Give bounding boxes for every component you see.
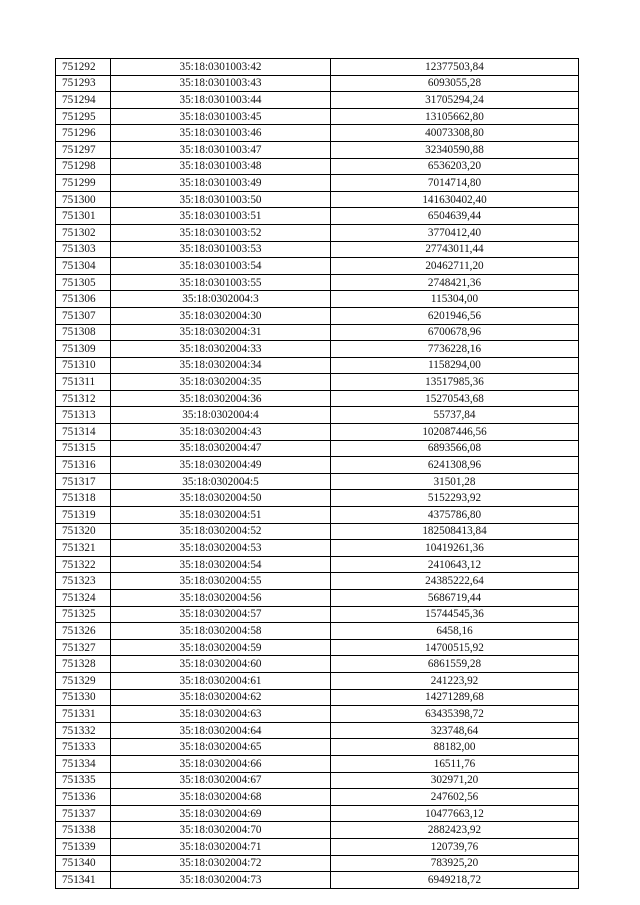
table-row <box>56 606 579 623</box>
row-number-cell: 751299 <box>56 175 111 192</box>
table-row <box>56 556 579 573</box>
row-number-cell: 751311 <box>56 374 111 391</box>
cadastral-number-cell: 35:18:0301003:46 <box>111 125 331 142</box>
cadastral-value-table <box>55 58 579 889</box>
cadastral-number-cell: 35:18:0302004:5 <box>111 473 331 490</box>
row-number-cell: 751321 <box>56 540 111 557</box>
cadastral-value-cell: 182508413,84 <box>331 523 579 540</box>
cadastral-value-cell: 13105662,80 <box>331 108 579 125</box>
cadastral-number-cell: 35:18:0302004:73 <box>111 872 331 889</box>
table-row <box>56 274 579 291</box>
cadastral-number-cell: 35:18:0302004:61 <box>111 672 331 689</box>
cadastral-number-cell: 35:18:0301003:44 <box>111 92 331 109</box>
cadastral-number-cell: 35:18:0302004:58 <box>111 623 331 640</box>
cadastral-value-cell: 5686719,44 <box>331 590 579 607</box>
row-number-cell: 751327 <box>56 639 111 656</box>
cadastral-value-cell: 20462711,20 <box>331 258 579 275</box>
table-row <box>56 141 579 158</box>
row-number-cell: 751292 <box>56 59 111 76</box>
row-number-cell: 751324 <box>56 590 111 607</box>
cadastral-number-cell: 35:18:0302004:63 <box>111 706 331 723</box>
cadastral-value-cell: 7736228,16 <box>331 341 579 358</box>
row-number-cell: 751322 <box>56 556 111 573</box>
table-body <box>56 59 579 889</box>
cadastral-value-cell: 102087446,56 <box>331 424 579 441</box>
cadastral-number-cell: 35:18:0302004:3 <box>111 291 331 308</box>
cadastral-number-cell: 35:18:0302004:67 <box>111 772 331 789</box>
row-number-cell: 751335 <box>56 772 111 789</box>
row-number-cell: 751319 <box>56 507 111 524</box>
row-number-cell: 751336 <box>56 789 111 806</box>
row-number-cell: 751318 <box>56 490 111 507</box>
cadastral-value-cell: 2882423,92 <box>331 822 579 839</box>
cadastral-number-cell: 35:18:0302004:60 <box>111 656 331 673</box>
cadastral-number-cell: 35:18:0302004:4 <box>111 407 331 424</box>
table-row <box>56 573 579 590</box>
row-number-cell: 751325 <box>56 606 111 623</box>
table-row <box>56 224 579 241</box>
table-row <box>56 440 579 457</box>
cadastral-number-cell: 35:18:0302004:59 <box>111 639 331 656</box>
table-row <box>56 739 579 756</box>
cadastral-value-cell: 120739,76 <box>331 838 579 855</box>
cadastral-value-cell: 302971,20 <box>331 772 579 789</box>
cadastral-number-cell: 35:18:0301003:49 <box>111 175 331 192</box>
row-number-cell: 751332 <box>56 722 111 739</box>
cadastral-value-cell: 6949218,72 <box>331 872 579 889</box>
row-number-cell: 751303 <box>56 241 111 258</box>
cadastral-value-cell: 27743011,44 <box>331 241 579 258</box>
row-number-cell: 751338 <box>56 822 111 839</box>
row-number-cell: 751315 <box>56 440 111 457</box>
row-number-cell: 751307 <box>56 307 111 324</box>
cadastral-value-cell: 55737,84 <box>331 407 579 424</box>
row-number-cell: 751317 <box>56 473 111 490</box>
table-row <box>56 507 579 524</box>
table-row <box>56 838 579 855</box>
table-row <box>56 374 579 391</box>
cadastral-value-cell: 247602,56 <box>331 789 579 806</box>
cadastral-number-cell: 35:18:0301003:43 <box>111 75 331 92</box>
table-row <box>56 789 579 806</box>
row-number-cell: 751334 <box>56 755 111 772</box>
cadastral-value-cell: 40073308,80 <box>331 125 579 142</box>
table-row <box>56 540 579 557</box>
table-row <box>56 689 579 706</box>
cadastral-value-cell: 15270543,68 <box>331 390 579 407</box>
table-row <box>56 706 579 723</box>
table-row <box>56 490 579 507</box>
cadastral-value-cell: 14700515,92 <box>331 639 579 656</box>
row-number-cell: 751304 <box>56 258 111 275</box>
row-number-cell: 751339 <box>56 838 111 855</box>
cadastral-value-cell: 15744545,36 <box>331 606 579 623</box>
table-row <box>56 59 579 76</box>
cadastral-value-cell: 31501,28 <box>331 473 579 490</box>
table-row <box>56 357 579 374</box>
cadastral-number-cell: 35:18:0301003:45 <box>111 108 331 125</box>
table-row <box>56 623 579 640</box>
table-row <box>56 291 579 308</box>
cadastral-number-cell: 35:18:0302004:33 <box>111 341 331 358</box>
cadastral-value-cell: 115304,00 <box>331 291 579 308</box>
cadastral-value-cell: 6700678,96 <box>331 324 579 341</box>
table-row <box>56 75 579 92</box>
table-row <box>56 805 579 822</box>
cadastral-number-cell: 35:18:0301003:55 <box>111 274 331 291</box>
cadastral-value-cell: 16511,76 <box>331 755 579 772</box>
table-row <box>56 175 579 192</box>
cadastral-number-cell: 35:18:0301003:53 <box>111 241 331 258</box>
cadastral-number-cell: 35:18:0302004:31 <box>111 324 331 341</box>
table-row <box>56 125 579 142</box>
cadastral-value-cell: 6241308,96 <box>331 457 579 474</box>
table-row <box>56 473 579 490</box>
table-row <box>56 457 579 474</box>
cadastral-value-cell: 6893566,08 <box>331 440 579 457</box>
cadastral-number-cell: 35:18:0302004:35 <box>111 374 331 391</box>
cadastral-value-cell: 1158294,00 <box>331 357 579 374</box>
cadastral-number-cell: 35:18:0302004:66 <box>111 755 331 772</box>
table-row <box>56 523 579 540</box>
table-row <box>56 241 579 258</box>
table-row <box>56 855 579 872</box>
cadastral-value-cell: 2748421,36 <box>331 274 579 291</box>
cadastral-number-cell: 35:18:0302004:64 <box>111 722 331 739</box>
cadastral-value-cell: 10419261,36 <box>331 540 579 557</box>
cadastral-value-cell: 6861559,28 <box>331 656 579 673</box>
row-number-cell: 751295 <box>56 108 111 125</box>
table-row <box>56 672 579 689</box>
row-number-cell: 751294 <box>56 92 111 109</box>
cadastral-number-cell: 35:18:0302004:54 <box>111 556 331 573</box>
cadastral-number-cell: 35:18:0301003:52 <box>111 224 331 241</box>
cadastral-number-cell: 35:18:0302004:47 <box>111 440 331 457</box>
row-number-cell: 751316 <box>56 457 111 474</box>
cadastral-number-cell: 35:18:0301003:50 <box>111 191 331 208</box>
row-number-cell: 751297 <box>56 141 111 158</box>
cadastral-number-cell: 35:18:0301003:47 <box>111 141 331 158</box>
row-number-cell: 751293 <box>56 75 111 92</box>
row-number-cell: 751298 <box>56 158 111 175</box>
cadastral-number-cell: 35:18:0302004:50 <box>111 490 331 507</box>
table-row <box>56 208 579 225</box>
cadastral-value-cell: 323748,64 <box>331 722 579 739</box>
row-number-cell: 751323 <box>56 573 111 590</box>
row-number-cell: 751309 <box>56 341 111 358</box>
cadastral-value-cell: 241223,92 <box>331 672 579 689</box>
table-row <box>56 341 579 358</box>
cadastral-value-cell: 6458,16 <box>331 623 579 640</box>
cadastral-value-cell: 5152293,92 <box>331 490 579 507</box>
cadastral-number-cell: 35:18:0302004:69 <box>111 805 331 822</box>
cadastral-value-cell: 88182,00 <box>331 739 579 756</box>
row-number-cell: 751337 <box>56 805 111 822</box>
row-number-cell: 751310 <box>56 357 111 374</box>
cadastral-number-cell: 35:18:0302004:53 <box>111 540 331 557</box>
table-row <box>56 92 579 109</box>
cadastral-value-cell: 24385222,64 <box>331 573 579 590</box>
cadastral-number-cell: 35:18:0302004:36 <box>111 390 331 407</box>
cadastral-number-cell: 35:18:0302004:57 <box>111 606 331 623</box>
row-number-cell: 751312 <box>56 390 111 407</box>
cadastral-number-cell: 35:18:0302004:71 <box>111 838 331 855</box>
row-number-cell: 751314 <box>56 424 111 441</box>
cadastral-number-cell: 35:18:0302004:70 <box>111 822 331 839</box>
table-row <box>56 407 579 424</box>
cadastral-number-cell: 35:18:0301003:42 <box>111 59 331 76</box>
table-row <box>56 108 579 125</box>
table-row <box>56 590 579 607</box>
cadastral-value-cell: 6536203,20 <box>331 158 579 175</box>
table-row <box>56 722 579 739</box>
table-row <box>56 822 579 839</box>
cadastral-number-cell: 35:18:0302004:68 <box>111 789 331 806</box>
row-number-cell: 751328 <box>56 656 111 673</box>
row-number-cell: 751330 <box>56 689 111 706</box>
cadastral-value-cell: 141630402,40 <box>331 191 579 208</box>
row-number-cell: 751329 <box>56 672 111 689</box>
row-number-cell: 751340 <box>56 855 111 872</box>
cadastral-number-cell: 35:18:0302004:30 <box>111 307 331 324</box>
table-row <box>56 307 579 324</box>
row-number-cell: 751333 <box>56 739 111 756</box>
cadastral-value-cell: 7014714,80 <box>331 175 579 192</box>
table-row <box>56 390 579 407</box>
cadastral-value-cell: 14271289,68 <box>331 689 579 706</box>
cadastral-value-cell: 10477663,12 <box>331 805 579 822</box>
table-row <box>56 772 579 789</box>
cadastral-number-cell: 35:18:0302004:65 <box>111 739 331 756</box>
cadastral-number-cell: 35:18:0302004:72 <box>111 855 331 872</box>
cadastral-number-cell: 35:18:0301003:54 <box>111 258 331 275</box>
row-number-cell: 751302 <box>56 224 111 241</box>
cadastral-value-cell: 6504639,44 <box>331 208 579 225</box>
cadastral-value-cell: 3770412,40 <box>331 224 579 241</box>
table-row <box>56 191 579 208</box>
row-number-cell: 751341 <box>56 872 111 889</box>
cadastral-value-cell: 4375786,80 <box>331 507 579 524</box>
cadastral-number-cell: 35:18:0302004:43 <box>111 424 331 441</box>
row-number-cell: 751296 <box>56 125 111 142</box>
cadastral-value-cell: 6093055,28 <box>331 75 579 92</box>
cadastral-value-cell: 6201946,56 <box>331 307 579 324</box>
cadastral-value-cell: 32340590,88 <box>331 141 579 158</box>
row-number-cell: 751308 <box>56 324 111 341</box>
row-number-cell: 751306 <box>56 291 111 308</box>
cadastral-number-cell: 35:18:0302004:34 <box>111 357 331 374</box>
cadastral-number-cell: 35:18:0302004:56 <box>111 590 331 607</box>
cadastral-number-cell: 35:18:0302004:55 <box>111 573 331 590</box>
row-number-cell: 751313 <box>56 407 111 424</box>
row-number-cell: 751301 <box>56 208 111 225</box>
row-number-cell: 751331 <box>56 706 111 723</box>
cadastral-value-cell: 12377503,84 <box>331 59 579 76</box>
row-number-cell: 751300 <box>56 191 111 208</box>
cadastral-number-cell: 35:18:0302004:49 <box>111 457 331 474</box>
table-row <box>56 639 579 656</box>
table-row <box>56 324 579 341</box>
table-row <box>56 755 579 772</box>
table-row <box>56 424 579 441</box>
cadastral-value-cell: 783925,20 <box>331 855 579 872</box>
table-row <box>56 158 579 175</box>
cadastral-value-cell: 63435398,72 <box>331 706 579 723</box>
table-row <box>56 258 579 275</box>
row-number-cell: 751326 <box>56 623 111 640</box>
cadastral-value-cell: 2410643,12 <box>331 556 579 573</box>
cadastral-number-cell: 35:18:0301003:48 <box>111 158 331 175</box>
cadastral-value-cell: 31705294,24 <box>331 92 579 109</box>
cadastral-number-cell: 35:18:0301003:51 <box>111 208 331 225</box>
cadastral-value-cell: 13517985,36 <box>331 374 579 391</box>
table-row <box>56 656 579 673</box>
cadastral-number-cell: 35:18:0302004:52 <box>111 523 331 540</box>
table-row <box>56 872 579 889</box>
row-number-cell: 751305 <box>56 274 111 291</box>
cadastral-number-cell: 35:18:0302004:51 <box>111 507 331 524</box>
row-number-cell: 751320 <box>56 523 111 540</box>
cadastral-number-cell: 35:18:0302004:62 <box>111 689 331 706</box>
